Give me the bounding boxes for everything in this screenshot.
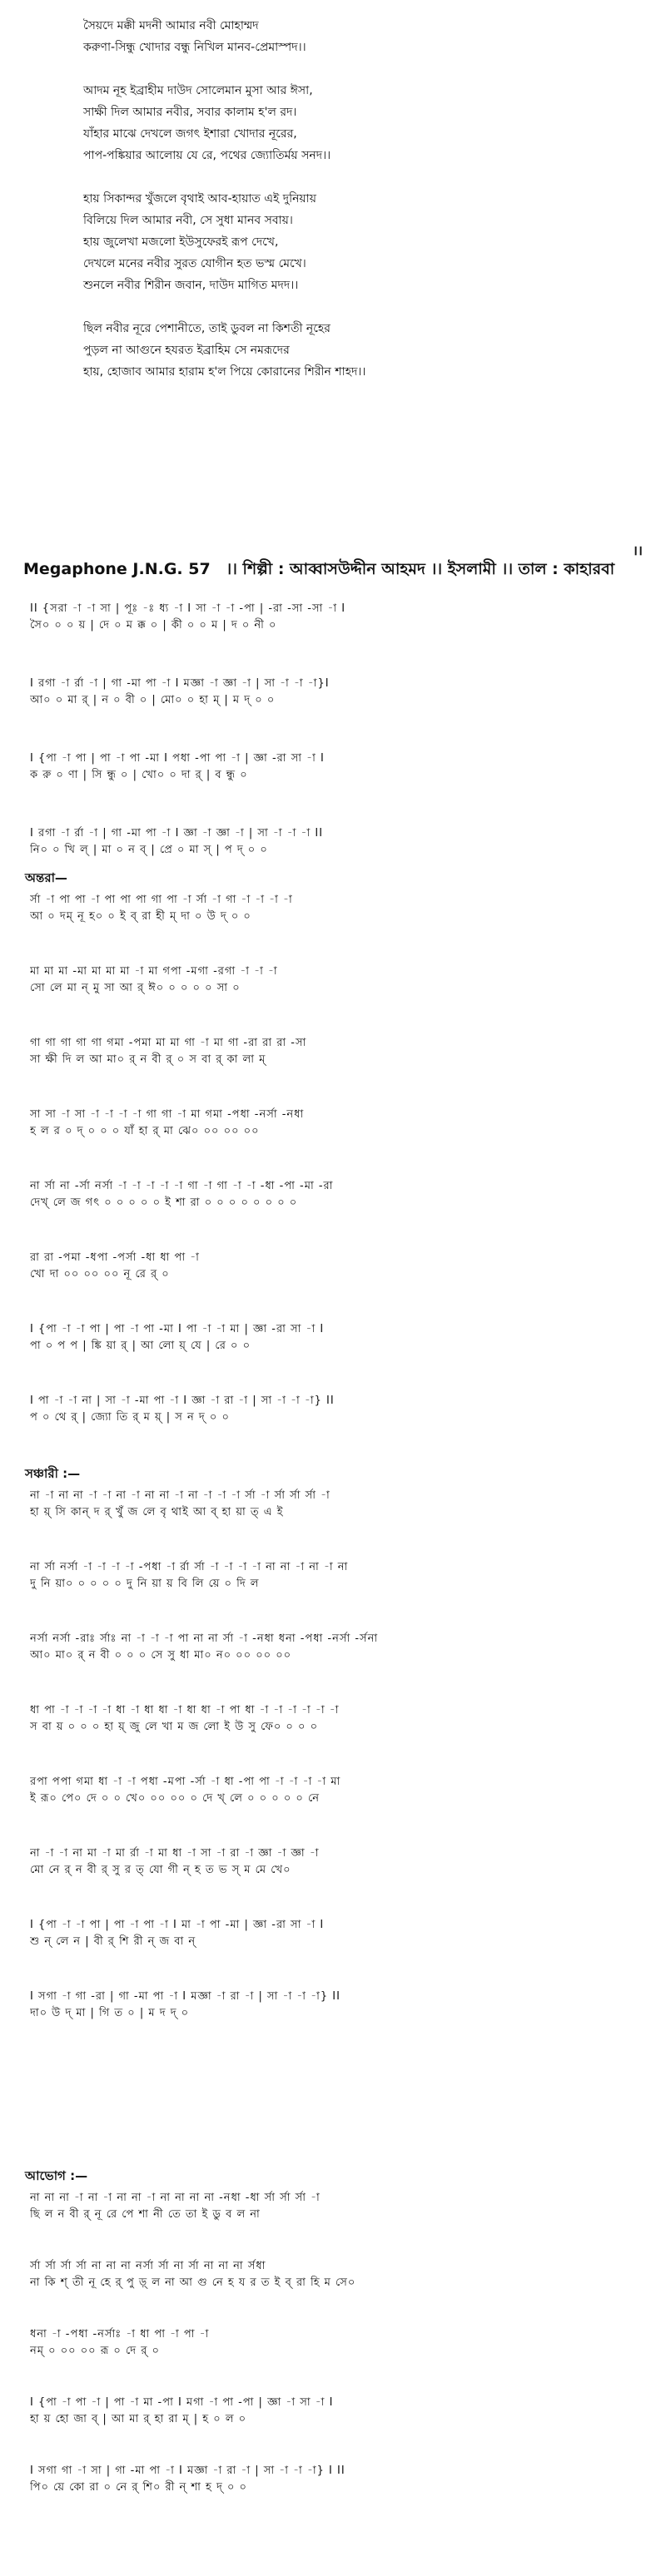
lyric-line: দু নি য়া০ ০ ০ ০ ০ দু নি য়া য় বি লি য়ে ০ দি ল bbox=[30, 1578, 260, 1590]
poem-line: পুড়ল না আগুনে হযরত ইব্রাহিম সে নমরূদের bbox=[83, 344, 290, 357]
notation-line: মা মা মা -মা মা মা মা -া মা গপা -মগা -রগা -া -া -া bbox=[30, 965, 278, 978]
notation-line: I {পা -া -া পা | পা -া পা -মা I পা -া -া মা | জ্ঞা -রা সা -া I bbox=[30, 1323, 325, 1335]
poem-line: ছিল নবীর নূরে পেশানীতে, তাই ডুবল না কিশতী নূহের bbox=[83, 322, 331, 335]
poem-line: পাপ-পঙ্কিয়ার আলোয় যে রে, পথের জ্যোতির্ময় সনদ।। bbox=[83, 149, 331, 162]
notation-line: ধনা -া -পধা -নর্সাঃ -া ধা পা -া পা -া bbox=[30, 2328, 210, 2341]
lyric-line: সো লে মা ন্ মু সা আ র্ ঈ০ ০ ০ ০ ০ সা ০ bbox=[30, 982, 241, 994]
notation-line: র্সা -া পা পা -া পা পা পা গা পা -া র্সা -া গা -া -া -া -া bbox=[30, 894, 293, 906]
lyric-line: শু ন্ লে ন | বী র্ শি রী ন্ জ বা ন্ bbox=[30, 1935, 196, 1948]
lyric-line: হ ল র ০ দ্ ০ ০ ০ যাঁ হা র্ মা ঝে০ ০০ ০০ ০০ bbox=[30, 1125, 260, 1137]
notation-line: I রগা -া র্রা -া | গা -মা পা -া I মজ্ঞা -া জ্ঞা -া | সা -া -া -া}I bbox=[30, 677, 330, 690]
poem-stanza-2 bbox=[83, 80, 616, 166]
lyric-line: আ০ মা০ র্ ন বী ০ ০ ০ সে সু ধা মা০ ন০ ০০ ০০ ০০ bbox=[30, 1649, 292, 1662]
notation-line: রপা পপা গমা ধা -া -া পধা -মপা -র্সা -া ধা -পা পা -া -া -া -া মা bbox=[30, 1776, 341, 1788]
notation-line: গা গা গা গা গা গমা -পমা মা মা গা -া মা গা -রা রা রা -সা bbox=[30, 1037, 307, 1049]
notation-line: I {পা -া -া পা | পা -া পা -া I মা -া পা -মা | জ্ঞা -রা সা -া I bbox=[30, 1919, 325, 1931]
poem-line: হায় সিকান্দর খুঁজলে বৃথাই আব-হায়াত এই দুনিয়ায় bbox=[83, 192, 316, 206]
lyric-line: না কি শ্ তী নূ হে র্ পু ড়্ ল না আ গু নে হ য র ত ই ব্ রা হি ম সে০ bbox=[30, 2276, 356, 2289]
lyric-line: মো নে র্ ন বী র্ সু র ত্ যো গী ন্ হ ত ভ স্ ম মে খে০ bbox=[30, 1864, 291, 1876]
notation-section-abhog bbox=[30, 2190, 646, 2496]
record-code: Megaphone J.N.G. 57 bbox=[23, 560, 211, 578]
lyric-line: সা ক্ষী দি ল আ মা০ র্ ন বী র্ ০ স বা র্ কা লা ম্ bbox=[30, 1053, 266, 1066]
notation-line: না না না -া না -া না না -া না না না না -নধা -ধা র্সা র্সা র্সা -া bbox=[30, 2192, 321, 2204]
notation-line: না -া না না -া -া না -া না না -া না -া -া -া র্সা -া র্সা র্সা র্সা -া bbox=[30, 1489, 331, 1502]
poem-line: বিলিয়ে দিল আমার নবী, সে সুধা মানব সবায়। bbox=[83, 214, 293, 227]
poem-line: করুণা-সিন্ধু খোদার বন্ধু নিখিল মানব-প্রেমাস্পদ।। bbox=[83, 41, 306, 54]
poem-stanza-3 bbox=[83, 188, 616, 296]
lyric-line: ক রু ০ ণা | সি ন্ধু ০ | খো০ ০ দা র্ | ব ন্ধু ০ bbox=[30, 769, 248, 781]
lyric-line: খো দা ০০ ০০ ০০ নূ রে র্ ০ bbox=[30, 1268, 170, 1281]
lyric-line: প ০ থে র্ | জ্যো তি র্ ম য়্ | স ন দ্ ০ ০ bbox=[30, 1411, 230, 1424]
poem-line: আদম নূহ ইব্রাহীম দাউদ সোলেমান মুসা আর ঈসা, bbox=[83, 84, 313, 97]
notation-line: রা রা -পমা -ধপা -পর্সা -ধা ধা পা -া bbox=[30, 1251, 200, 1264]
lyric-line: পি০ য়ে কো রা ০ নে র্ শি০ রী ন্ শা হ দ্ ০ ০ bbox=[30, 2481, 247, 2494]
poem-line: সৈয়দে মক্কী মদনী আমার নবী মোহাম্মদ bbox=[83, 19, 259, 32]
lyric-line: হা য় হো জা ব্ | আ মা র্ হা রা ম্ | হ ০ ল ০ bbox=[30, 2413, 247, 2425]
notation-section-sthayi bbox=[30, 601, 646, 859]
notation-line: র্সা র্সা র্সা র্সা না না না নর্সা র্সা না র্সা না না না র্সধা bbox=[30, 2260, 266, 2272]
notation-line: I পা -া -া না | সা -া -মা পা -া I জ্ঞা -া রা -া | সা -া -া -া} II bbox=[30, 1395, 335, 1407]
notation-line: I {পা -া পা | পা -া পা -মা I পধা -পা পা -া | জ্ঞা -রা সা -া I bbox=[30, 752, 325, 765]
lyric-line: সৈ০ ০ ০ য় | দে ০ ম ক্ক ০ | কী ০ ০ ম | দ ০ নী ০ bbox=[30, 619, 277, 632]
notation-section-antara bbox=[30, 892, 646, 1426]
poem-stanza-4 bbox=[83, 318, 616, 383]
lyric-line: আ০ ০ মা র্ | ন ০ বী ০ | মো০ ০ হা ম্ | ম দ্ ০ ০ bbox=[30, 694, 276, 706]
lyric-line: পা ০ প প | ঙ্কি য়া র্ | আ লো য়্ যে | রে ০ ০ bbox=[30, 1340, 251, 1352]
notation-line: I {পা -া পা -া | পা -া মা -পা I মগা -া পা -পা | জ্ঞা -া সা -া I bbox=[30, 2396, 334, 2409]
poem-line: দেখলে মনের নবীর সুরত যোগীন হত ভস্ম মেখে। bbox=[83, 257, 306, 270]
notation-line: I সগা -া গা -রা | গা -মা পা -া I মজ্ঞা -া রা -া | সা -া -া -া} II bbox=[30, 1990, 340, 2003]
lyric-line: দেখ্‌ লে জ গৎ ০ ০ ০ ০ ০ ই শা রা ০ ০ ০ ০ ০ ০ ০ ০ bbox=[30, 1196, 298, 1209]
notation-line: ধা পা -া -া -া -া ধা -া ধা ধা -া ধা ধা -া পা ধা -া -া -া -া -া -া bbox=[30, 1704, 340, 1717]
section-label-antara: অন্তরা— bbox=[25, 870, 67, 885]
lyric-line: হা য়্ সি কান্ দ র্ খুঁ জ লে বৃ থাই আ ব্ হা য়া ত্ এ ই bbox=[30, 1506, 284, 1518]
lyric-line: দা০ উ দ্ মা | গি ত ০ | ম দ দ্ ০ bbox=[30, 2007, 190, 2019]
section-label-sanchari: সঞ্চারী :— bbox=[25, 1466, 81, 1481]
lyric-line: ছি ল ন বী র্ নূ রে পে শা নী তে তা ই ডু ব ল না bbox=[30, 2208, 261, 2221]
notation-line: I সগা গা -া সা | গা -মা পা -া I মজ্ঞা -া রা -া | সা -া -া -া} I II bbox=[30, 2465, 345, 2477]
notation-line: I রগা -া র্রা -া | গা -মা পা -া I জ্ঞা -া জ্ঞা -া | সা -া -া -া II bbox=[30, 827, 324, 840]
record-details: ।। শিল্পী : আব্বাসউদ্দীন আহমদ ।। ইসলামী ।। তাল : কাহারবা bbox=[226, 560, 615, 578]
notation-line: নর্সা নর্সা -রাঃ র্সাঃ না -া -া -া পা না না র্সা -া -নধা ধনা -পধা -নর্সা -র্সনা bbox=[30, 1632, 379, 1645]
poem-text bbox=[83, 15, 616, 404]
poem-line: সাক্ষী দিল আমার নবীর, সবার কালাম হ'ল রদ। bbox=[83, 106, 297, 119]
lyric-line: স বা য় ০ ০ ০ হা য়্ জু লে খা ম জ লো ই উ সু ফে০ ০ ০ ০ bbox=[30, 1721, 319, 1733]
notation-line: II {সরা -া -া সা | পূঃ -ঃ ধ্য -া I সা -া -া -পা | -রা -সা -সা -া I bbox=[30, 602, 346, 615]
section-label-abhog: আভোগ :— bbox=[25, 2168, 88, 2183]
lyric-line: আ ০ দম্ নূ হ০ ০ ই ব্ রা হী ম্ দা ০ উ দ্ ০ ০ bbox=[30, 910, 251, 923]
notation-line: না র্সা না -র্সা নর্সা -া -া -া -া -া গা -া গা -া -া -ধা -পা -মা -রা bbox=[30, 1180, 334, 1192]
poem-line: হায় জুলেখা মজলো ইউসুফেরই রূপ দেখে, bbox=[83, 235, 279, 249]
lyric-line: নি০ ০ খি ল্ | মা ০ ন ব্ | প্রে ০ মা স্ | প দ্ ০ ০ bbox=[30, 844, 268, 856]
record-info bbox=[23, 557, 656, 584]
lyric-line: ই রূ০ পে০ দে ০ ০ খে০ ০০ ০০ ০ দে খ্ লে ০ ০ ০ ০ ০ নে bbox=[30, 1792, 321, 1805]
lyric-line: নম্ ০ ০০ ০০ রূ ০ দে র্ ০ bbox=[30, 2345, 160, 2357]
poem-stanza-1 bbox=[83, 15, 616, 58]
notation-section-sanchari bbox=[30, 1488, 646, 2022]
poem-line: শুনলে নবীর শিরীন জবান, দাউদ মাগিত মদদ।। bbox=[83, 279, 299, 292]
poem-line: যাঁহার মাঝে দেখলে জগৎ ইশারা খোদার নূরের, bbox=[83, 127, 297, 141]
notation-line: সা সা -া সা -া -া -া -া গা গা -া মা গমা -পধা -নর্সা -নধা bbox=[30, 1108, 305, 1121]
notation-line: না র্সা নর্সা -া -া -া -া -পধা -া র্রা র্সা -া -া -া -া না না -া না -া না bbox=[30, 1561, 349, 1573]
notation-line: না -া -া না মা -া মা র্রা -া মা ধা -া সা -া রা -া জ্ঞা -া জ্ঞা -া bbox=[30, 1847, 320, 1860]
end-mark: ।। bbox=[632, 542, 643, 558]
poem-line: হায়, হোজাব আমার হারাম হ'ল পিয়ে কোরানের শিরীন শাহদ।। bbox=[83, 365, 366, 379]
